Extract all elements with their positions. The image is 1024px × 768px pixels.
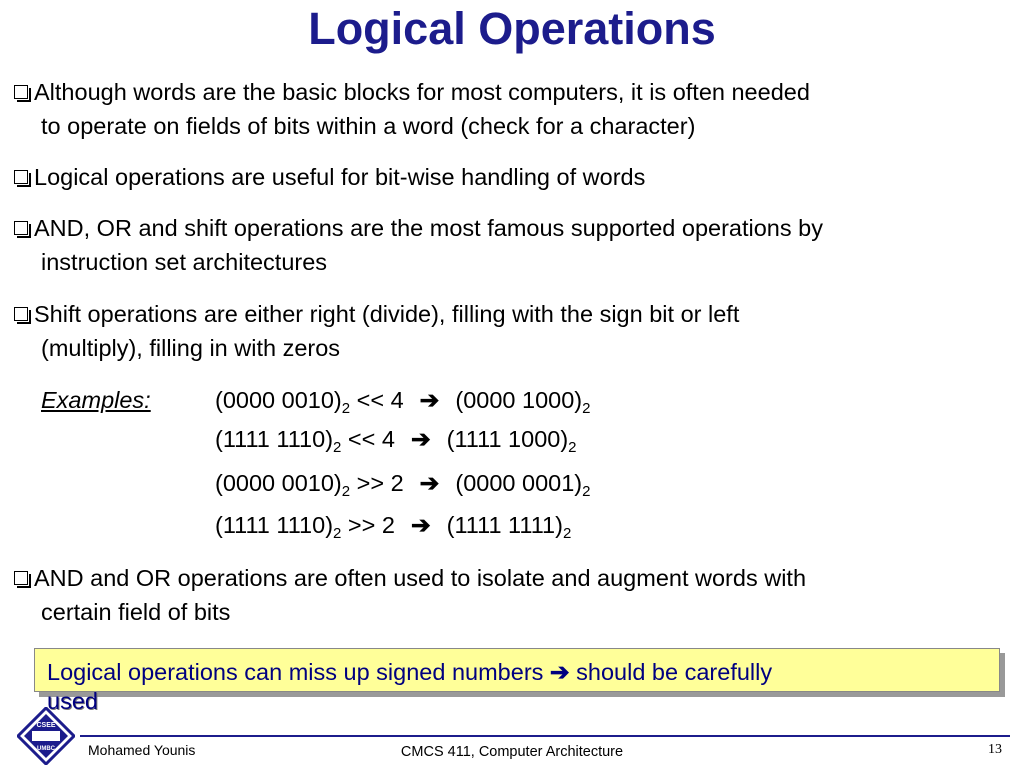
- bullet-3-line2: instruction set architectures: [41, 249, 328, 275]
- example-lhs-base: 2: [333, 439, 342, 456]
- example-op: << 4: [350, 387, 404, 413]
- bullet-1: [12, 75, 1007, 143]
- right-arrow-icon: ➔: [410, 426, 431, 452]
- callout-text-after: should be carefully: [569, 659, 773, 685]
- bullet-4-line1: Shift operations are either right (divide), filling with the sign bit or left: [34, 301, 740, 327]
- example-lhs: (1111 1110): [215, 512, 334, 538]
- example-line: [215, 422, 577, 465]
- bullet-1-line2: to operate on fields of bits within a word (check for a character): [41, 113, 696, 139]
- bullet-1-line1: Although words are the basic blocks for most computers, it is often needed: [34, 79, 810, 105]
- example-line: [215, 508, 571, 551]
- right-arrow-icon: ➔: [419, 387, 440, 413]
- footer-divider: [80, 735, 1010, 737]
- bullet-5-line2: certain field of bits: [41, 599, 231, 625]
- example-op: >> 2: [341, 512, 395, 538]
- example-op: << 4: [341, 426, 395, 452]
- callout-overflow-text: used: [47, 688, 98, 714]
- example-lhs: (0000 0010): [215, 387, 342, 413]
- example-op: >> 2: [350, 470, 404, 496]
- checkbox-bullet-icon: [14, 571, 28, 585]
- checkbox-bullet-icon: [14, 170, 28, 184]
- right-arrow-icon: ➔: [410, 512, 431, 538]
- example-rhs: (1111 1111): [446, 512, 563, 538]
- example-lhs: (1111 1110): [215, 426, 334, 452]
- callout-box: [34, 648, 1000, 714]
- example-rhs-base: 2: [582, 400, 591, 417]
- example-rhs-base: 2: [562, 525, 572, 542]
- example-rhs-base: 2: [568, 439, 577, 456]
- logo-top-text: CSEE: [36, 722, 56, 729]
- bullet-4-line2: (multiply), filling in with zeros: [41, 335, 341, 361]
- example-lhs-base: 2: [341, 483, 351, 500]
- slide-title: Logical Operations: [308, 3, 716, 54]
- example-lhs: (0000 0010): [215, 470, 342, 496]
- example-rhs: (0000 1000): [455, 387, 583, 413]
- bullet-2: [12, 160, 1007, 194]
- checkbox-bullet-icon: [14, 221, 28, 235]
- example-rhs: (0000 0001): [455, 470, 583, 496]
- example-line: [215, 466, 590, 509]
- logo-bottom-text: UMBC: [37, 746, 55, 752]
- checkbox-bullet-icon: [14, 307, 28, 321]
- example-rhs-base: 2: [582, 483, 591, 500]
- example-lhs-base: 2: [341, 400, 351, 417]
- bullet-2-line1: Logical operations are useful for bit-wise handling of words: [34, 164, 646, 190]
- examples-label: Examples:: [41, 387, 151, 413]
- example-rhs: (1111 1000): [446, 426, 569, 452]
- footer-author: Mohamed Younis: [88, 742, 196, 758]
- checkbox-bullet-icon: [14, 85, 28, 99]
- callout-text-before: Logical operations can miss up signed numbers: [47, 659, 550, 685]
- bullet-3: [12, 211, 1007, 279]
- example-line: [215, 383, 590, 426]
- right-arrow-icon: ➔: [549, 659, 570, 685]
- bullet-3-line1: AND, OR and shift operations are the most famous supported operations by: [34, 215, 823, 241]
- bullet-5-line1: AND and OR operations are often used to isolate and augment words with: [34, 565, 807, 591]
- bullet-4: [12, 297, 1007, 365]
- right-arrow-icon: ➔: [419, 470, 440, 496]
- example-lhs-base: 2: [333, 525, 342, 542]
- footer-course: CMCS 411, Computer Architecture: [400, 744, 624, 760]
- footer-page-number: 13: [988, 742, 1002, 757]
- bullet-5: [12, 561, 1007, 629]
